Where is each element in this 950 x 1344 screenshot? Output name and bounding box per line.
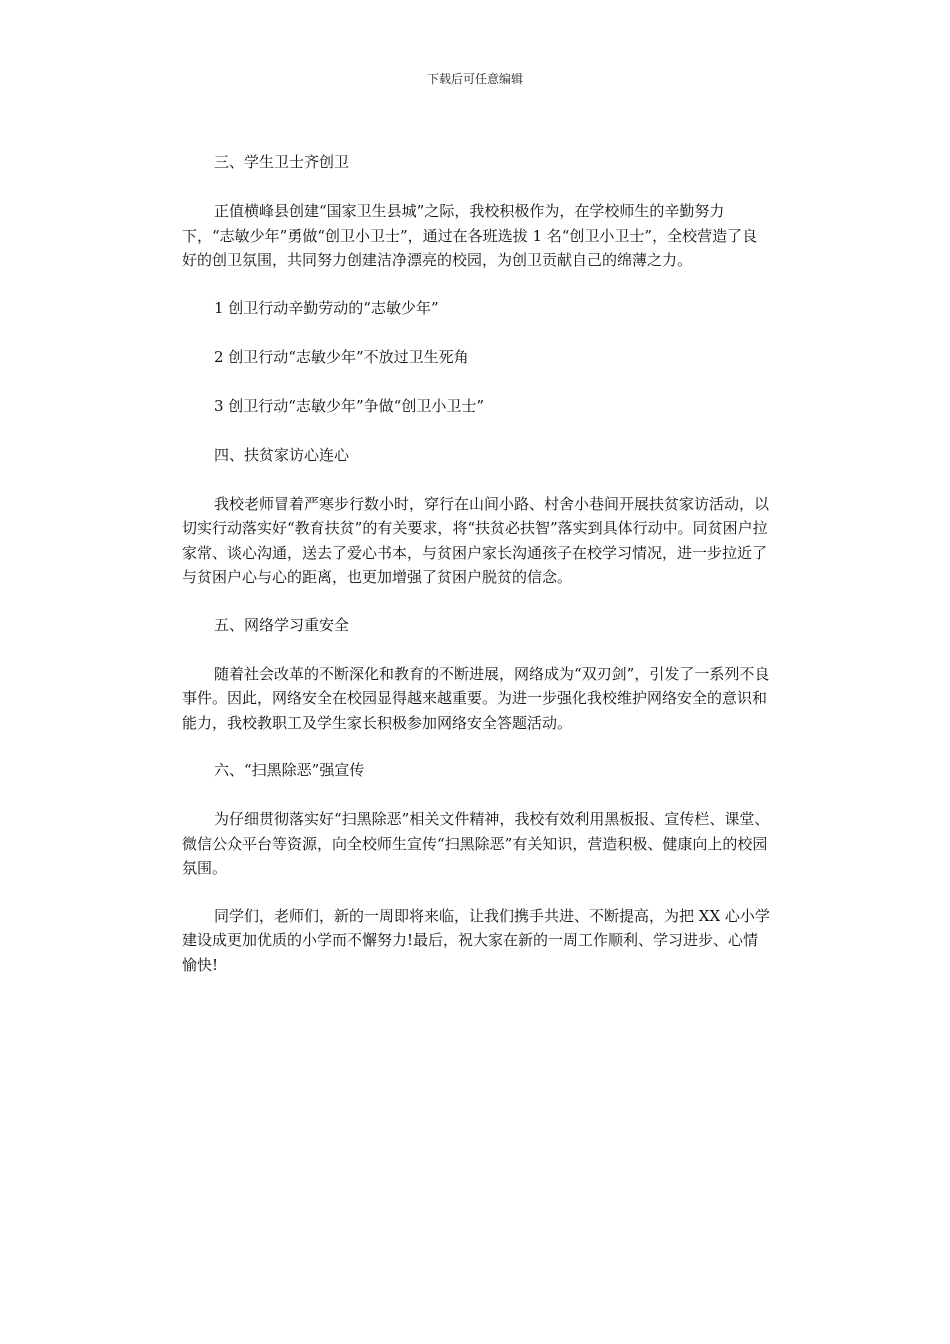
paragraph-anticrime: 为仔细贯彻落实好“扫黑除恶”相关文件精神，我校有效利用黑板报、宣传栏、课堂、微信公众平台等资源，向全校师生宣传“扫黑除恶”有关知识，营造积极、健康向上的校园氛围。: [182, 810, 770, 877]
section-heading-hygiene: 三、学生卫士齐创卫: [214, 153, 350, 171]
paragraph-hygiene: 正值横峰县创建“国家卫生县城”之际，我校积极作为，在学校师生的辛勤努力下，“志敏少年”勇做“创卫小卫士”，通过在各班选拔 1 名“创卫小卫士”，全校营造了良好的创卫氛围，共同努力创建洁净漂亮的校园，为创卫贡献自己的绵薄之力。: [182, 202, 758, 269]
list-item-hygiene-1: 1 创卫行动辛勤劳动的“志敏少年”: [214, 298, 439, 317]
document-body: [182, 150, 772, 977]
section-heading-network: 五、网络学习重安全: [214, 615, 350, 634]
page-header: 下载后可任意编辑: [426, 72, 523, 86]
section-heading-anticrime: 六、“扫黑除恶”强宣传: [214, 761, 365, 779]
section-heading-poverty: 四、扶贫家访心连心: [214, 445, 350, 464]
paragraph-network: 随着社会改革的不断深化和教育的不断进展，网络成为“双刃剑”，引发了一系列不良事件。因此，网络安全在校园显得越来越重要。为进一步强化我校维护网络安全的意识和能力，我校教职工及学生家长积极参加网络安全答题活动。: [182, 664, 770, 732]
paragraph-poverty: 我校老师冒着严寒步行数小时，穿行在山间小路、村舍小巷间开展扶贫家访活动，以切实行动落实好“教育扶贫”的有关要求，将“扶贫必扶智”落实到具体行动中。同贫困户拉家常、谈心沟通，送去了爱心书本，与贫困户家长沟通孩子在校学习情况，进一步拉近了与贫困户心与心的距离，也更加增强了贫困户脱贫的信念。: [182, 494, 770, 586]
list-item-hygiene-2: 2 创卫行动“志敏少年”不放过卫生死角: [214, 347, 469, 366]
list-item-hygiene-3: 3 创卫行动“志敏少年”争做“创卫小卫士”: [214, 396, 484, 415]
paragraph-closing: 同学们，老师们，新的一周即将来临，让我们携手共进、不断提高，为把 XX 心小学建设成更加优质的小学而不懈努力!最后，祝大家在新的一周工作顺利、学习进步、心情愉快!: [182, 906, 770, 974]
